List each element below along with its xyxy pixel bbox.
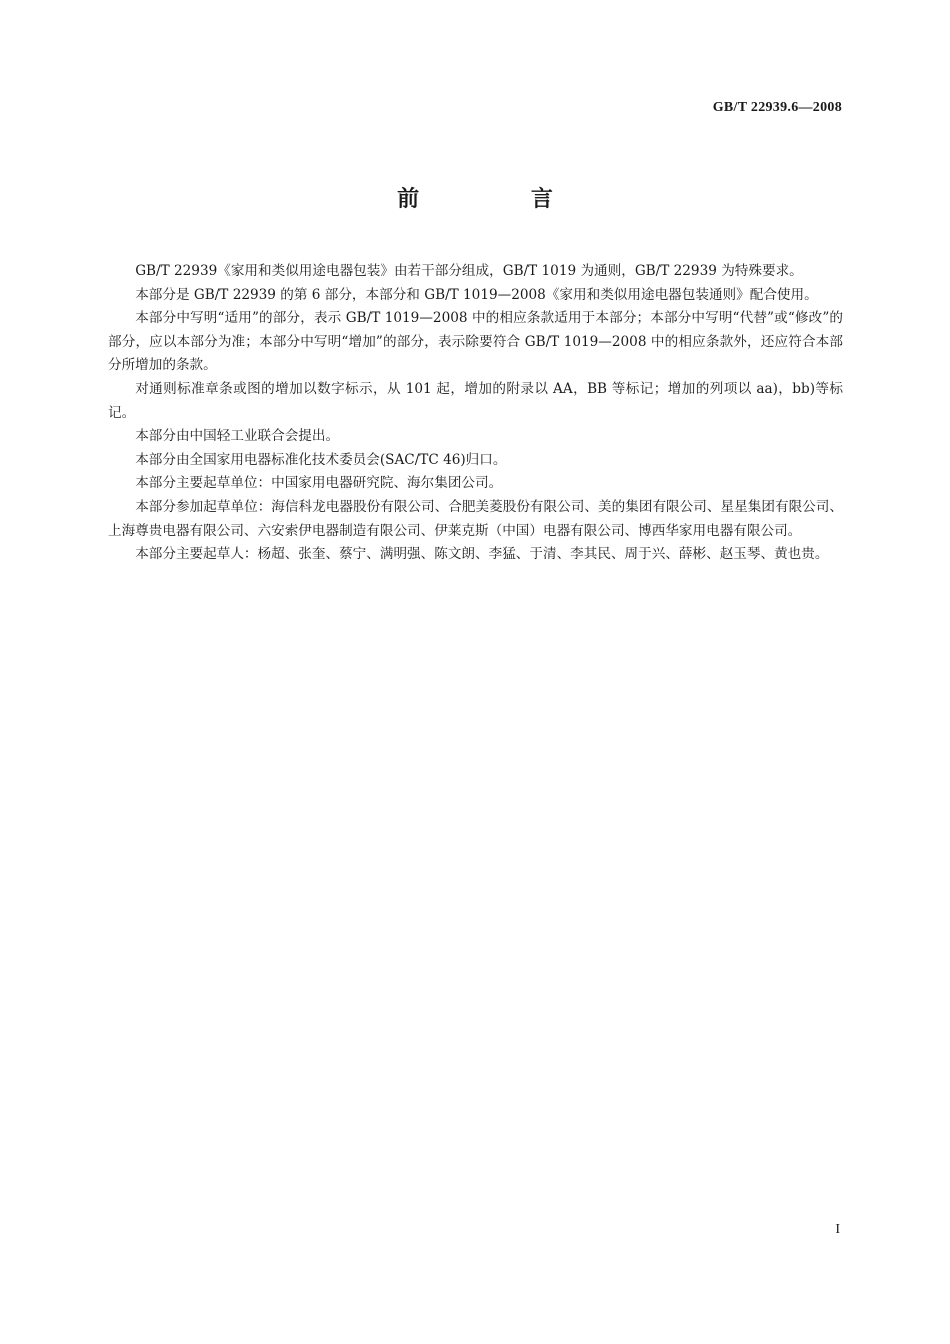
paragraph-part-relation: 本部分是 GB/T 22939 的第 6 部分，本部分和 GB/T 1019—2008《家用和类似用途电器包装通则》配合使用。 [135,286,818,303]
page-title: 前 言 [397,187,605,212]
paragraph-proposed-by: 本部分由中国轻工业联合会提出。 [135,428,340,445]
paragraph-main-drafters-org: 本部分主要起草单位：中国家用电器研究院、海尔集团公司。 [135,475,503,492]
paragraph-applicability: 本部分中写明“适用”的部分，表示 GB/T 1019—2008 中的相应条款适用于本部分；本部分中写明“代替”或“修改”的部分，应以本部分为准；本部分中写明“增加”的部分，表示除要符合 GB/T 1019—2008 中的相应条款外，还应符合本部分所增加的条款。 [108,310,843,374]
foreword-body [108,260,843,567]
paragraph-main-drafters: 本部分主要起草人：杨超、张奎、蔡宁、满明强、陈文朗、李猛、于清、李其民、周于兴、薛彬、赵玉琴、黄也贵。 [135,546,829,563]
paragraph-centralized-by: 本部分由全国家用电器标准化技术委员会(SAC/TC 46)归口。 [135,451,507,468]
paragraph-participating-orgs: 本部分参加起草单位：海信科龙电器股份有限公司、合肥美菱股份有限公司、美的集团有限公司、星星集团有限公司、上海尊贵电器有限公司、六安索伊电器制造有限公司、伊莱克斯（中国）电器有限公司、博西华家用电器有限公司。 [108,498,843,539]
page-number: I [835,1222,840,1237]
paragraph-composition: GB/T 22939《家用和类似用途电器包装》由若干部分组成，GB/T 1019 为通则，GB/T 22939 为特殊要求。 [135,263,803,279]
paragraph-numbering: 对通则标准章条或图的增加以数字标示，从 101 起，增加的附录以 AA，BB 等标记；增加的列项以 aa)，bb)等标记。 [108,380,843,421]
standard-code: GB/T 22939.6—2008 [712,100,842,115]
